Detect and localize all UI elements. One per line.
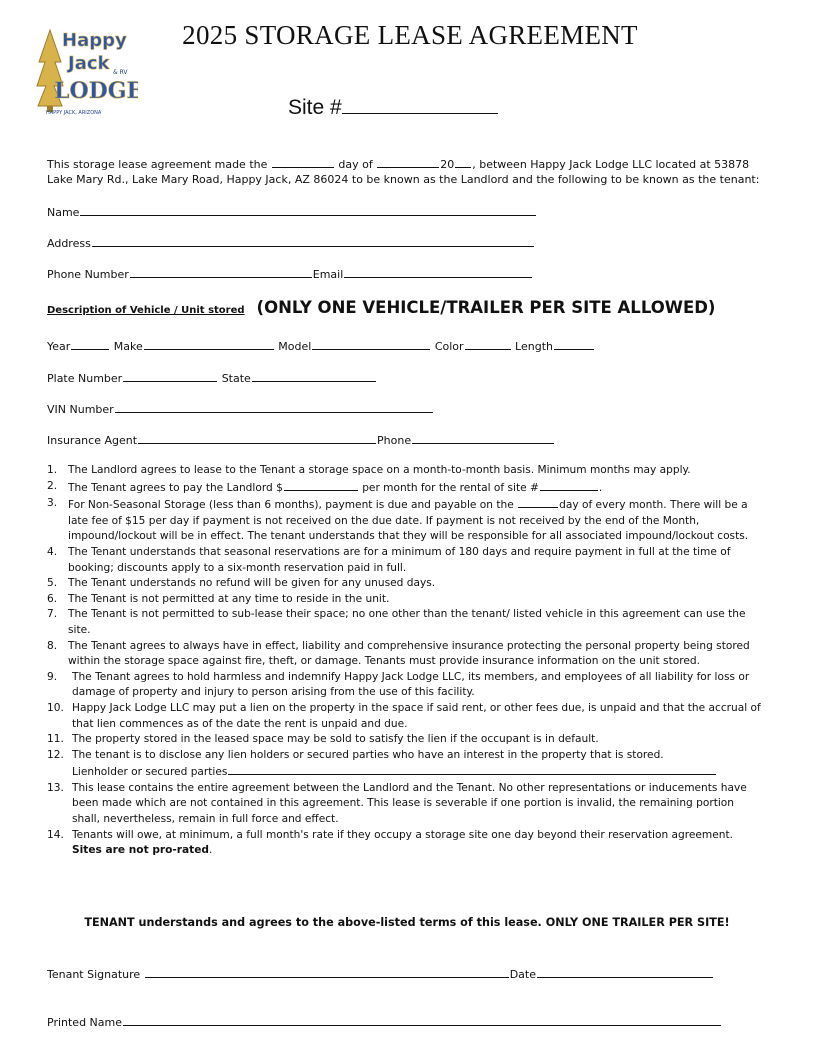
one-vehicle-notice: (ONLY ONE VEHICLE/TRAILER PER SITE ALLOWED) xyxy=(256,298,716,317)
logo-graphic xyxy=(36,26,138,118)
insurance-agent-label: Insurance Agent xyxy=(47,434,138,447)
year-suffix-field[interactable] xyxy=(455,156,471,168)
term-12: 12. The tenant is to disclose any lien holders or secured parties who have an interest in the property that is stored. Lienholder or secured parties xyxy=(47,748,763,781)
logo-word-lodge: LODGE xyxy=(54,78,138,104)
plate-field[interactable] xyxy=(123,370,217,382)
make-label: Make xyxy=(113,340,143,353)
state-label: State xyxy=(221,372,251,385)
vin-field[interactable] xyxy=(115,401,433,413)
term-13: 13. This lease contains the entire agreement between the Landlord and the Tenant. No other representations or inducements have been made which are not contained in this agreement. This lease is severable if one portion is invalid, the remaining portion shall, nevertheless, remain in full force and effect. xyxy=(47,781,747,826)
insurance-agent-field[interactable] xyxy=(138,432,376,444)
term-2: 2. The Tenant agrees to pay the Landlord $ per month for the rental of site # . xyxy=(47,479,603,494)
page-title: 2025 STORAGE LEASE AGREEMENT xyxy=(182,20,638,50)
signature-field[interactable] xyxy=(145,966,509,978)
year-field[interactable] xyxy=(71,338,109,350)
address-field[interactable] xyxy=(92,235,534,247)
insurance-row xyxy=(47,432,555,447)
insurance-phone-field[interactable] xyxy=(412,432,554,444)
email-field[interactable] xyxy=(344,266,532,278)
intro-paragraph xyxy=(47,156,767,187)
lienholder-field[interactable] xyxy=(228,763,716,775)
site-number-field[interactable] xyxy=(342,97,498,114)
term-5: 5. The Tenant understands no refund will be given for any unused days. xyxy=(47,577,436,590)
vin-row xyxy=(47,401,434,416)
term-10: 10. Happy Jack Lodge LLC may put a lien on the property in the space if said rent, or other fees due, is unpaid and that the accrual of that lien commences as of the date the rent is unpaid and due. xyxy=(47,701,761,730)
term-4: 4. The Tenant understands that seasonal reservations are for a minimum of 180 days and require payment in full at the time of booking; discounts apply to a six-month reservation paid in full. xyxy=(47,545,731,574)
rental-site-field[interactable] xyxy=(540,479,598,491)
model-field[interactable] xyxy=(312,338,430,350)
acknowledgement-statement: TENANT understands and agrees to the above-listed terms of this lease. ONLY ONE TRAILER PER SITE! xyxy=(84,916,730,929)
plate-label: Plate Number xyxy=(47,372,123,385)
month-field[interactable] xyxy=(377,156,439,168)
date-field[interactable] xyxy=(537,966,713,978)
site-number-row xyxy=(288,96,498,120)
name-field[interactable] xyxy=(80,204,536,216)
printed-name-field[interactable] xyxy=(123,1014,721,1026)
intro-text-4: , between Happy Jack Lodge LLC located at 53878 Lake Mary Rd., Lake Mary Road, Happy Jack, AZ 86024 to be known as the Landlord and the following to be known as the tenant: xyxy=(47,158,760,186)
state-field[interactable] xyxy=(252,370,376,382)
phone-label: Phone Number xyxy=(47,268,129,281)
length-field[interactable] xyxy=(554,338,594,350)
vehicle-details-row xyxy=(47,338,595,353)
color-label: Color xyxy=(434,340,464,353)
make-field[interactable] xyxy=(144,338,274,350)
term-14: 14. Tenants will owe, at minimum, a full month's rate if they occupy a storage site one day beyond their reservation agreement. Sites are not pro-rated. xyxy=(47,828,733,857)
vin-label: VIN Number xyxy=(47,403,114,416)
site-label: Site # xyxy=(288,96,342,119)
printed-name-row xyxy=(47,1014,722,1029)
terms-list xyxy=(47,463,763,859)
description-header xyxy=(47,298,715,317)
signature-label: Tenant Signature xyxy=(47,968,141,981)
name-row xyxy=(47,204,537,219)
term-8: 8. The Tenant agrees to always have in effect, liability and comprehensive insurance protecting the personal property being stored within the storage space against fire, theft, or damage. Tenants must provide insurance information on the unit stored. xyxy=(47,639,750,668)
plate-state-row xyxy=(47,370,377,385)
term-11: 11. The property stored in the leased space may be sold to satisfy the lien if the occupant is in default. xyxy=(47,733,599,746)
intro-text-2: day of xyxy=(338,158,373,171)
logo-word-jack: Jack xyxy=(68,53,110,74)
model-label: Model xyxy=(278,340,312,353)
term-1: 1. The Landlord agrees to lease to the Tenant a storage space on a month-to-month basis. Minimum months may apply. xyxy=(47,464,691,476)
date-label: Date xyxy=(509,968,536,981)
address-row xyxy=(47,235,535,250)
signature-row xyxy=(47,966,714,981)
rent-amount-field[interactable] xyxy=(284,479,358,491)
description-label: Description of Vehicle / Unit stored xyxy=(47,305,245,316)
intro-year-prefix: 20 xyxy=(440,158,455,171)
due-day-field[interactable] xyxy=(518,496,558,508)
term-7: 7. The Tenant is not permitted to sub-lease their space; no one other than the tenant/ listed vehicle in this agreement can use the site. xyxy=(47,608,746,636)
color-field[interactable] xyxy=(465,338,511,350)
phone-field[interactable] xyxy=(130,266,312,278)
term-3: 3. For Non-Seasonal Storage (less than 6 months), payment is due and payable on the day of every month. There will be a late fee of $15 per day if payment is not received on the due date. If payment is not received by the end of the Month, impound/lockout will be in effect. The tenant understands that they will be responsible for all associated impound/lockout costs. xyxy=(47,497,749,543)
year-label: Year xyxy=(47,340,71,353)
happy-jack-lodge-logo xyxy=(36,26,138,118)
intro-text-1: This storage lease agreement made the xyxy=(47,158,268,171)
term-6: 6. The Tenant is not permitted at any time to reside in the unit. xyxy=(47,592,390,605)
term-9: 9. The Tenant agrees to hold harmless and indemnify Happy Jack Lodge LLC, its members, and employees of all liability for loss or damage of property and injury to person arising from the use of this facility. xyxy=(47,670,750,699)
logo-connector: & RV xyxy=(113,69,128,76)
printed-name-label: Printed Name xyxy=(47,1016,123,1029)
name-label: Name xyxy=(47,206,80,219)
length-label: Length xyxy=(515,340,553,353)
insurance-phone-label: Phone xyxy=(377,434,412,447)
logo-tagline: HAPPY JACK, ARIZONA xyxy=(46,110,102,116)
address-label: Address xyxy=(47,237,91,250)
phone-email-row xyxy=(47,266,533,281)
logo-word-happy: Happy xyxy=(62,30,127,51)
day-field[interactable] xyxy=(272,156,334,168)
email-label: Email xyxy=(312,268,344,281)
